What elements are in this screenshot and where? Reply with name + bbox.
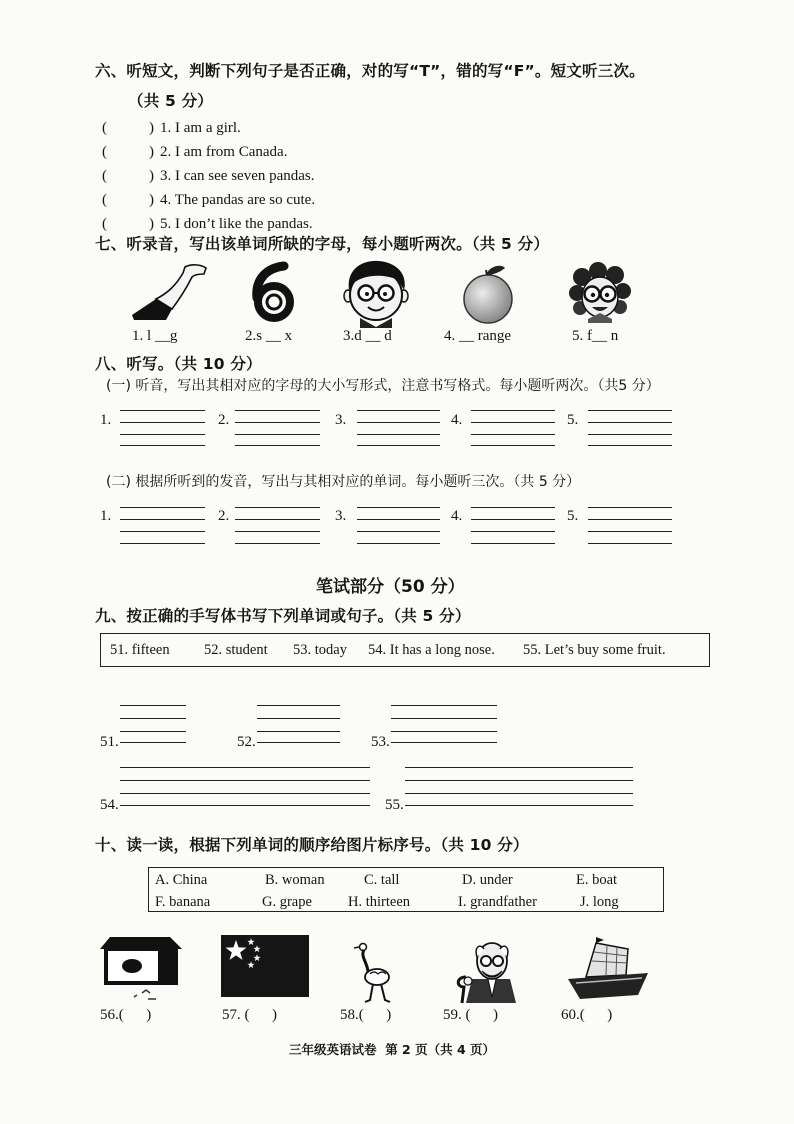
writing-grid	[120, 767, 370, 806]
writing-grid	[235, 507, 320, 544]
round-window	[122, 959, 142, 973]
page-footer: 三年级英语试卷 第 2 页（共 4 页）	[289, 1042, 496, 1057]
item-number: 2.	[218, 508, 230, 524]
item-number: 1.	[100, 412, 112, 428]
statement-text: 4. The pandas are so cute.	[160, 192, 316, 208]
answer-label-60: 60.( )	[561, 1007, 613, 1023]
item-number: 4.	[451, 412, 463, 428]
option-i: I. grandfather	[458, 894, 537, 910]
flag	[596, 937, 604, 943]
answer-paren-close: )	[149, 168, 154, 184]
section10-heading: 十、读一读，根据下列单词的顺序给图片标序号。（共 10 分）	[95, 836, 529, 854]
word-blank-5: 5. f__ n	[572, 328, 619, 344]
word-blank-4: 4. __ range	[444, 328, 512, 344]
section8-part1-instruction: (一) 听音，写出其相对应的字母的大小写形式，注意书写格式。每小题听两次。（共5 分）	[106, 378, 660, 394]
six-loop	[258, 286, 290, 318]
option-c: C. tall	[364, 872, 400, 888]
answer-label-55: 55.	[385, 797, 404, 813]
ostrich-icon	[350, 942, 406, 1004]
answer-paren-close: )	[149, 192, 154, 208]
written-part-title: 笔试部分（50 分）	[316, 577, 465, 597]
section6-score: （共 5 分）	[128, 92, 213, 110]
glasses-lens	[493, 956, 503, 966]
writing-grid	[471, 507, 555, 544]
writing-grid	[120, 705, 186, 743]
dad-face-icon	[340, 260, 412, 328]
writing-grid	[588, 410, 672, 446]
option-j: J. long	[580, 894, 619, 910]
item-number: 4.	[451, 508, 463, 524]
orange-body	[464, 275, 512, 323]
statement-text: 2. I am from Canada.	[160, 144, 288, 160]
item-number: 5.	[567, 412, 579, 428]
house-icon	[98, 935, 184, 1003]
leg-shape	[156, 265, 206, 309]
eye	[365, 292, 369, 296]
boat-icon	[566, 937, 652, 1003]
glasses-lens	[481, 956, 491, 966]
writing-grid	[471, 410, 555, 446]
answer-paren-open: (	[102, 168, 107, 184]
answer-label-56: 56.( )	[100, 1007, 152, 1023]
body	[365, 969, 389, 985]
option-f: F. banana	[155, 894, 211, 910]
wall-panel	[158, 949, 176, 983]
orange-icon	[456, 264, 520, 324]
scribble-marks	[134, 990, 156, 999]
item-number: 3.	[335, 412, 347, 428]
six-icon	[244, 262, 302, 322]
orange-leaf	[486, 266, 505, 275]
option-b: B. woman	[265, 872, 325, 888]
section8-part2-instruction: (二) 根据所听到的发音，写出与其相对应的单词。每小题听三次。（共 5 分）	[106, 474, 581, 490]
statement-text: 5. I don’t like the pandas.	[160, 216, 313, 232]
cartoon-girl-icon	[568, 263, 632, 323]
writing-grid	[588, 507, 672, 544]
option-e: E. boat	[576, 872, 618, 888]
option-d: D. under	[462, 872, 513, 888]
section8-heading: 八、听写。（共 10 分）	[95, 355, 262, 373]
writing-grid	[235, 410, 320, 446]
leg-icon	[128, 263, 208, 321]
writing-grid	[357, 507, 440, 544]
copy-word-52: 52. student	[204, 642, 268, 658]
section9-heading: 九、按正确的手写体书写下列单词或句子。（共 5 分）	[95, 607, 471, 625]
item-number: 5.	[567, 508, 579, 524]
beak	[354, 947, 359, 948]
answer-paren-close: )	[149, 120, 154, 136]
eye	[605, 293, 609, 297]
item-number: 3.	[335, 508, 347, 524]
copy-sentence-55: 55. Let’s buy some fruit.	[523, 642, 666, 658]
word-blank-2: 2.s __ x	[245, 328, 293, 344]
legs	[365, 984, 390, 1002]
section7-heading: 七、听录音，写出该单词所缺的字母，每小题听两次。（共 5 分）	[95, 235, 550, 253]
orange-stem	[486, 270, 487, 275]
hull	[568, 973, 648, 999]
writing-grid	[257, 705, 340, 743]
item-number: 1.	[100, 508, 112, 524]
answer-paren-open: (	[102, 216, 107, 232]
copy-word-51: 51. fifteen	[110, 642, 170, 658]
statement-text: 3. I can see seven pandas.	[160, 168, 315, 184]
answer-paren-close: )	[149, 216, 154, 232]
answer-paren-close: )	[149, 144, 154, 160]
section6-heading: 六、听短文，判断下列句子是否正确，对的写“T”，错的写“F”。短文听三次。	[95, 62, 645, 80]
answer-label-59: 59. ( )	[443, 1007, 498, 1023]
neck	[363, 950, 368, 972]
answer-paren-open: (	[102, 120, 107, 136]
writing-grid	[357, 410, 440, 446]
china-flag-icon	[221, 935, 309, 997]
grandfather-icon	[452, 937, 534, 1003]
writing-grid	[405, 767, 633, 806]
option-g: G. grape	[262, 894, 312, 910]
six-inner-loop	[267, 295, 281, 309]
copy-sentence-54: 54. It has a long nose.	[368, 642, 495, 658]
statement-text: 1. I am a girl.	[160, 120, 241, 136]
option-h: H. thirteen	[348, 894, 411, 910]
item-number: 2.	[218, 412, 230, 428]
answer-label-53: 53.	[371, 734, 390, 750]
writing-grid	[391, 705, 497, 743]
copy-word-53: 53. today	[293, 642, 347, 658]
answer-label-51: 51.	[100, 734, 119, 750]
eye	[591, 293, 595, 297]
writing-grid	[120, 410, 205, 446]
answer-label-58: 58.( )	[340, 1007, 392, 1023]
answer-label-54: 54.	[100, 797, 119, 813]
eye	[383, 292, 387, 296]
word-blank-1: 1. l __g	[132, 328, 178, 344]
word-blank-3: 3.d __ d	[343, 328, 392, 344]
option-a: A. China	[155, 872, 208, 888]
answer-label-52: 52.	[237, 734, 256, 750]
answer-paren-open: (	[102, 144, 107, 160]
answer-paren-open: (	[102, 192, 107, 208]
writing-grid	[120, 507, 205, 544]
flag-field	[221, 935, 309, 997]
hand	[464, 977, 472, 985]
answer-label-57: 57. ( )	[222, 1007, 277, 1023]
